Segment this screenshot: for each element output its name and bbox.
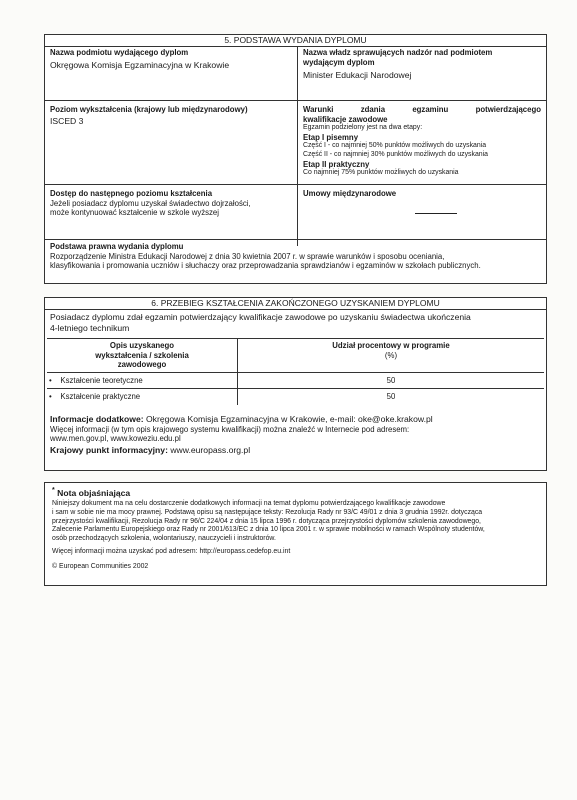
note-line-3: przejrzystości kwalifikacji, Rezolucja Rady nr 96/C 224/04 z dnia 15 lipca 1996 r. dotycząca przejrzystości dyplomów szkolenia zawodowego, [52, 517, 481, 525]
table-row [47, 372, 544, 389]
contact-value: www.europass.org.pl [170, 444, 251, 455]
access-text-line-2: może kontynuować kształcenie w szkole wyższej [50, 208, 219, 218]
conditions-label-line-2: kwalifikacje zawodowe [303, 114, 388, 124]
issuer-value: Okręgowa Komisja Egzaminacyjna w Krakowie [50, 59, 230, 70]
col-percent-header [238, 339, 545, 373]
program-table [47, 338, 544, 405]
note-box [44, 482, 547, 586]
note-line-5: osób przechodzących szkolenia, wolontariuszy, nauczycieli i instruktorów. [52, 534, 276, 542]
conditions-cell [300, 104, 546, 179]
table-cell-label [47, 372, 238, 389]
table-cell-label [47, 389, 238, 405]
section-6-header: 6. PRZEBIEG KSZTAŁCENIA ZAKOŃCZONEGO UZYSKANIEM DYPLOMU [45, 298, 546, 310]
col-description-header-line-3: zawodowego [117, 360, 167, 370]
access-text-line-1: Jeżeli posiadacz dyplomu uzyskał świadectwo dojrzałości, [50, 198, 251, 208]
stage-1-part-1: Część I - co najmniej 50% punktów możliwych do uzyskania [303, 142, 487, 150]
table-header-row [47, 339, 544, 373]
table-cell-value: 50 [238, 372, 545, 389]
additional-info [47, 413, 545, 456]
note-copyright: © European Communities 2002 [52, 562, 149, 570]
note-url-line: Więcej informacji można uzyskać pod adresem: http://europass.cedefop.eu.int [52, 548, 291, 556]
authority-value: Minister Edukacji Narodowej [303, 70, 412, 81]
stage-2-title: Etap II praktyczny [303, 159, 370, 169]
conditions-intro: Egzamin podzielony jest na dwa etapy: [303, 124, 423, 132]
conditions-label-line-1: Warunki zdania egzaminu potwierdzającego [303, 105, 541, 114]
more-info: Więcej informacji (w tym opis krajowego systemu kwalifikacji) można znaleźć w Internecie pod adresem: [50, 424, 410, 434]
contact-line [50, 445, 542, 456]
section-5-box [44, 34, 547, 284]
col-percent-header-line-1: Udział procentowy w programie [332, 341, 450, 350]
stage-1-part-2: Część II - co najmniej 30% punktów możliwych do uzyskania [303, 150, 488, 158]
contact-label: Krajowy punkt informacyjny: [50, 444, 168, 455]
col-description-header [47, 339, 238, 373]
note-line-2: i sam w sobie nie ma mocy prawnej. Podstawą opisu są następujące teksty: Rezolucja Rady nr 93/C 49/01 z dnia 3 grudnia 1992r. dotycząca [52, 508, 483, 516]
row-label: Kształcenie praktyczne [60, 392, 141, 402]
level-cell [47, 104, 295, 127]
note-content [49, 485, 543, 573]
note-star: * [52, 487, 55, 494]
section-6-intro [47, 311, 545, 334]
legal-label: Podstawa prawna wydania dyplomu [50, 242, 184, 251]
agreements-label: Umowy międzynarodowe [303, 189, 397, 198]
level-label: Poziom wykształcenia (krajowy lub międzynarodowy) [50, 105, 248, 114]
section-5-header: 5. PODSTAWA WYDANIA DYPLOMU [45, 35, 546, 47]
agreements-cell [300, 188, 546, 200]
issuer-cell [47, 47, 295, 71]
access-label: Dostęp do następnego poziomu kształcenia [50, 189, 213, 198]
note-line-4: Zalecenie Parlamentu Europejskiego oraz Rady nr 2001/613/EC z dnia 10 lipca 2001 r. w sprawie mobilności w ramach Wspólnoty studentów, [52, 526, 485, 534]
info-line [50, 414, 542, 425]
agreements-empty-dash [415, 213, 457, 214]
col-description-header-line-2: wykształcenia / szkolenia [95, 350, 189, 360]
row-label: Kształcenie teoretyczne [60, 375, 143, 385]
note-title-line [52, 486, 540, 498]
legal-text-line-1: Rozporządzenie Ministra Edukacji Narodowej z dnia 30 kwietnia 2007 r. w sprawie warunków i sposobu oceniania, [50, 251, 445, 261]
row-divider-3 [45, 239, 546, 240]
level-value: ISCED 3 [50, 115, 84, 126]
issuer-label: Nazwa podmiotu wydającego dyplom [50, 48, 189, 57]
stage-2-text: Co najmniej 75% punktów możliwych do uzyskania [303, 169, 459, 177]
row-bullet: • [49, 392, 52, 402]
stage-1-title: Etap I pisemny [303, 132, 359, 142]
legal-text-line-2: klasyfikowania i promowania uczniów i słuchaczy oraz przeprowadzania sprawdzianów i egzaminów w szkołach publicznych. [50, 261, 481, 271]
section-6-box [44, 297, 547, 471]
intro-line-2: 4-letniego technikum [50, 322, 130, 333]
row-divider-1 [45, 100, 546, 101]
col-percent-header-line-2: (%) [384, 350, 398, 360]
websites: www.men.gov.pl, www.koweziu.edu.pl [50, 434, 181, 444]
table-row [47, 389, 544, 405]
access-cell [47, 188, 295, 219]
row-divider-2 [45, 184, 546, 185]
info-label: Informacje dodatkowe: [50, 414, 144, 424]
table-cell-value: 50 [238, 389, 545, 405]
col-description-header-line-1: Opis uzyskanego [109, 341, 175, 350]
note-title: Nota objaśniająca [57, 487, 131, 498]
legal-basis-cell [47, 241, 545, 272]
authority-cell [300, 47, 546, 82]
intro-line-1: Posiadacz dyplomu zdał egzamin potwierdzający kwalifikacje zawodowe po uzyskaniu świadectwa ukończenia [50, 312, 471, 322]
authority-label-line-2: wydającym dyplom [303, 57, 375, 67]
section-5-divider [297, 46, 298, 246]
info-text: Okręgowa Komisja Egzaminacyjna w Krakowie, e-mail: oke@oke.krakow.pl [145, 414, 433, 424]
authority-label-line-1: Nazwa władz sprawujących nadzór nad podmiotem [303, 48, 493, 57]
note-line-1: Niniejszy dokument ma na celu dostarczenie dodatkowych informacji na temat dyplomu potwierdzającego kwalifikacje zawodowe [52, 500, 446, 508]
row-bullet: • [49, 375, 52, 385]
